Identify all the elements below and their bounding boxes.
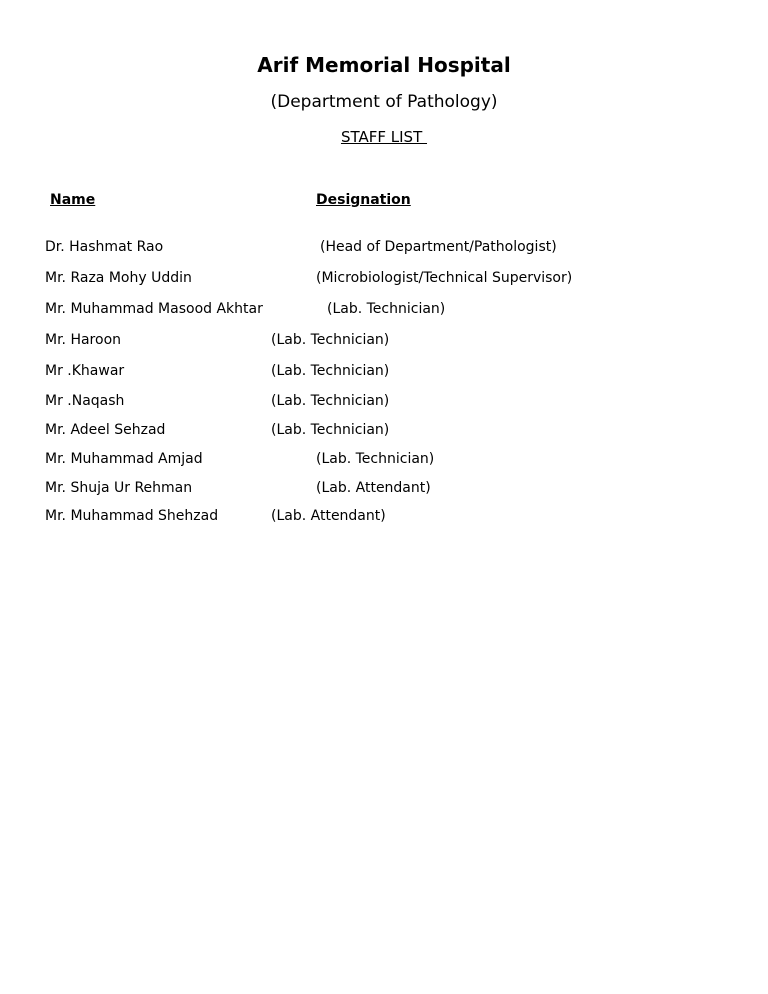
staff-name: Mr. Shuja Ur Rehman — [45, 480, 193, 496]
name-column-header: Name — [50, 192, 96, 208]
staff-list-heading: STAFF LIST — [340, 128, 428, 146]
staff-designation: (Lab. Technician) — [271, 363, 390, 379]
staff-designation: (Head of Department/Pathologist) — [320, 239, 557, 255]
designation-column-header: Designation — [316, 192, 411, 208]
staff-designation: (Lab. Technician) — [271, 422, 390, 438]
staff-designation: (Lab. Attendant) — [271, 508, 386, 524]
staff-designation: (Lab. Technician) — [327, 301, 446, 317]
staff-designation: (Lab. Technician) — [316, 451, 435, 467]
staff-name: Mr .Khawar — [45, 363, 125, 379]
staff-name: Mr. Muhammad Amjad — [45, 451, 203, 467]
staff-designation: (Microbiologist/Technical Supervisor) — [316, 270, 573, 286]
staff-name: Mr. Raza Mohy Uddin — [45, 270, 192, 286]
staff-designation: (Lab. Technician) — [271, 332, 390, 348]
staff-name: Dr. Hashmat Rao — [45, 239, 164, 255]
hospital-title: Arif Memorial Hospital — [257, 53, 511, 77]
staff-designation: (Lab. Technician) — [271, 393, 390, 409]
staff-name: Mr .Naqash — [45, 393, 125, 409]
staff-name: Mr. Haroon — [45, 332, 122, 348]
staff-name: Mr. Muhammad Shehzad — [45, 508, 219, 524]
department-subtitle: (Department of Pathology) — [270, 92, 498, 112]
staff-name: Mr. Muhammad Masood Akhtar — [45, 301, 263, 317]
staff-name: Mr. Adeel Sehzad — [45, 422, 166, 438]
staff-designation: (Lab. Attendant) — [316, 480, 431, 496]
